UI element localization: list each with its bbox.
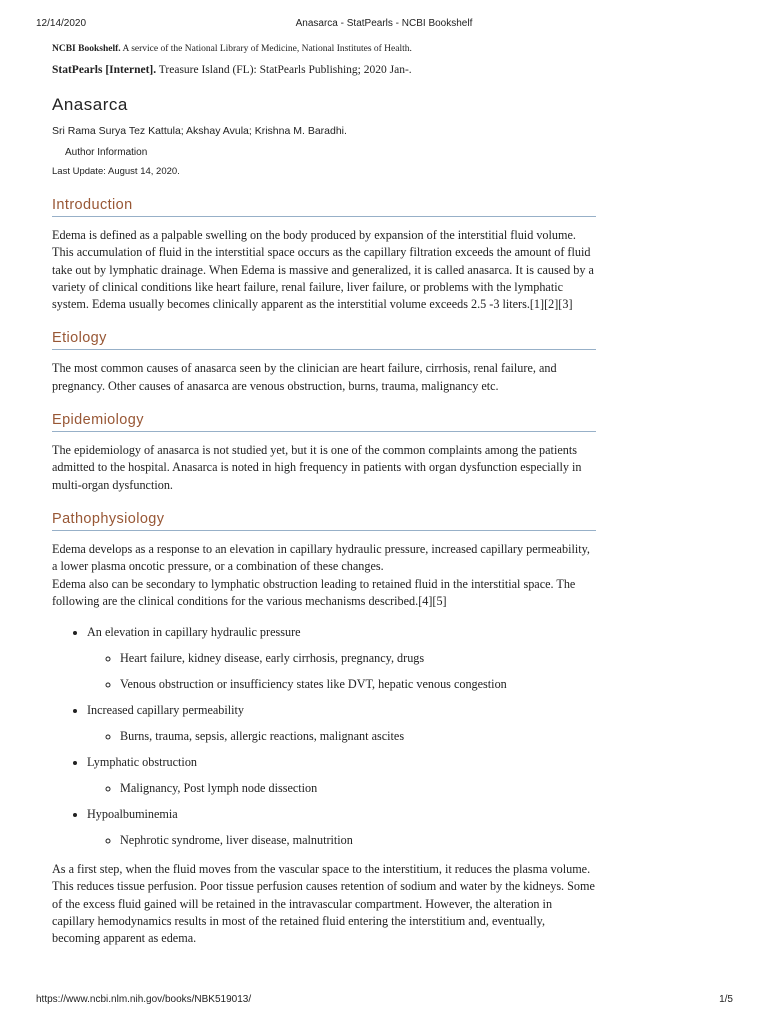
- ncbi-brand-link[interactable]: NCBI Bookshelf.: [52, 44, 121, 54]
- section-introduction: [52, 196, 596, 313]
- list-item: ◦ Nephrotic syndrome, liver disease, malnutrition: [120, 832, 596, 849]
- ncbi-service-text: A service of the National Library of Medicine, National Institutes of Health.: [122, 44, 412, 54]
- page-content: [52, 40, 596, 948]
- mechanism-label: Hypoalbuminemia: [87, 807, 178, 822]
- print-page-title: Anasarca - StatPearls - NCBI Bookshelf: [295, 18, 473, 29]
- list-item: [87, 624, 596, 693]
- section-heading-pathophysiology: Pathophysiology: [52, 510, 596, 531]
- section-etiology: [52, 329, 596, 395]
- page-url: https://www.ncbi.nlm.nih.gov/books/NBK519013/: [36, 994, 252, 1005]
- section-heading-introduction: Introduction: [52, 196, 596, 217]
- pathophysiology-lymphatic-text: Edema also can be secondary to lymphatic obstruction leading to retained fluid in the interstitial space. The following are the clinical conditions for the various mechanisms described.[4][5]: [52, 576, 576, 608]
- publication-line: [52, 63, 596, 77]
- pathophysiology-text-3: As a first step, when the fluid moves from the vascular space to the interstitium, it reduces the plasma volume. This reduces tissue perfusion. Poor tissue perfusion causes retention of sodium and water by the kidneys. Some of the excess fluid gained will be retained in the intravascular compartment. However, the alteration in capillary hemodynamics results in most of the retained fluid entering the interstitium and, eventually, becoming apparent as edema.: [52, 862, 595, 946]
- print-footer: [0, 994, 768, 1008]
- mechanism-label: Increased capillary permeability: [87, 703, 245, 718]
- list-item: ◦ Burns, trauma, sepsis, allergic reactions, malignant ascites: [120, 728, 596, 745]
- condition-list: [87, 780, 596, 797]
- mechanism-label: Lymphatic obstruction: [87, 755, 198, 770]
- publication-details: Treasure Island (FL): StatPearls Publishing; 2020 Jan-.: [158, 64, 412, 76]
- list-item: ◦ Malignancy, Post lymph node dissection: [120, 780, 596, 797]
- list-item: ◦ Venous obstruction or insufficiency states like DVT, hepatic venous congestion: [120, 676, 596, 693]
- condition-list: [87, 728, 596, 745]
- last-update: Last Update: August 14, 2020.: [52, 166, 180, 177]
- pathophysiology-text-1: [52, 541, 596, 610]
- author-information-toggle[interactable]: Author Information: [65, 147, 148, 158]
- list-item: [87, 806, 596, 849]
- ncbi-banner: [52, 42, 596, 56]
- condition-list: [87, 650, 596, 693]
- section-pathophysiology: [52, 510, 596, 948]
- pathophysiology-mechanisms-text: Edema develops as a response to an elevation in capillary hydraulic pressure, increased capillary permeability, a lower plasma oncotic pressure, or a combination of these changes.: [52, 541, 590, 574]
- article-title: Anasarca: [52, 95, 128, 114]
- mechanism-label: An elevation in capillary hydraulic pressure: [87, 625, 301, 640]
- etiology-text: The most common causes of anasarca seen by the clinician are heart failure, cirrhosis, renal failure, and pregnancy. Other causes of anasarca are venous obstruction, burns, trauma, malignancy etc.: [52, 361, 557, 393]
- list-item: [87, 702, 596, 745]
- introduction-text: Edema is defined as a palpable swelling on the body produced by expansion of the interstitial fluid volume. This accumulation of fluid in the interstitial space occurs as the capillary filtration exceeds the amount of fluid take out by lymphatic drainage. When Edema is massive and generalized, it is called anasarca. It is caused by a variety of clinical conditions like heart failure, renal failure, liver failure, or problems with the lymphatic system. Edema usually becomes clinically apparent as the interstitial volume exceeds 2.5 -3 liters.[1][2][3]: [52, 228, 594, 312]
- page-number: 1/5: [719, 994, 733, 1005]
- print-header: [0, 18, 768, 32]
- section-epidemiology: [52, 411, 596, 494]
- condition-list: [87, 832, 596, 849]
- section-heading-etiology: Etiology: [52, 329, 596, 350]
- publication-source: StatPearls [Internet].: [52, 64, 157, 76]
- list-item: [87, 754, 596, 797]
- mechanism-list: [52, 624, 596, 849]
- epidemiology-text: The epidemiology of anasarca is not studied yet, but it is one of the common complaints among the patients admitted to the hospital. Anasarca is noted in high frequency in patients with organ dysfunction especially in multi-organ dysfunction.: [52, 443, 582, 492]
- section-heading-epidemiology: Epidemiology: [52, 411, 596, 432]
- list-item: ◦ Heart failure, kidney disease, early cirrhosis, pregnancy, drugs: [120, 650, 596, 667]
- print-date: 12/14/2020: [36, 18, 87, 29]
- article-authors[interactable]: Sri Rama Surya Tez Kattula; Akshay Avula; Krishna M. Baradhi.: [52, 125, 347, 137]
